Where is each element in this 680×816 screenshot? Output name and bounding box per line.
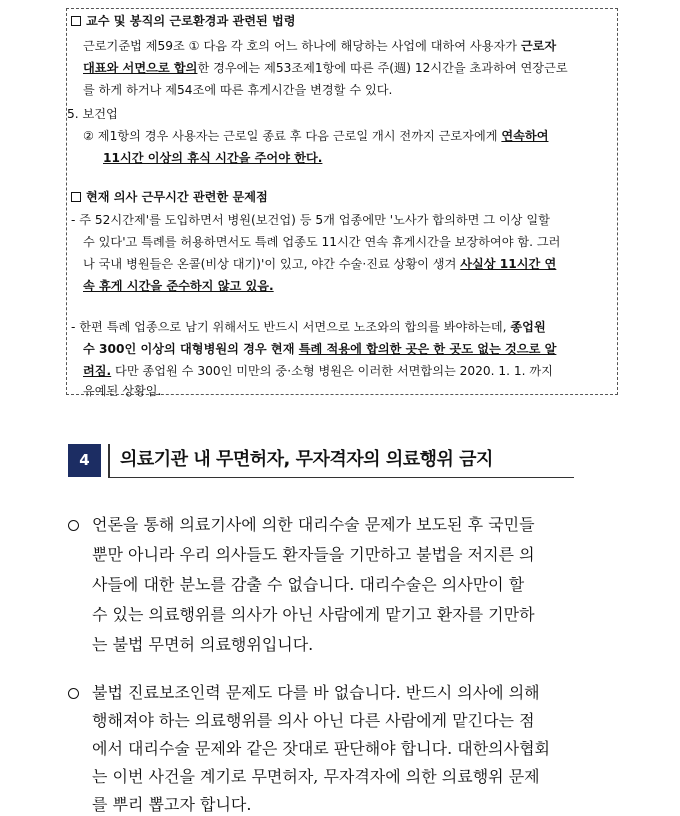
paragraph-1-line-1: 언론을 통해 의료기사에 의한 대리수술 문제가 보도된 후 국민들 [92,515,535,534]
paragraph-2-line-1: 불법 진료보조인력 문제도 다를 바 없습니다. 반드시 의사에 의해 [92,683,540,702]
law-line-2: 대표와 서면으로 합의한 경우에는 제53조제1항에 따른 주(週) 12시간을 초과하여 연장근로 [83,61,568,75]
law-info-box [66,8,618,398]
box-heading-laws: 교수 및 봉직의 근로환경과 관련된 법령 [71,11,296,32]
box-heading-problems: 현재 의사 근무시간 관련한 문제점 [71,187,268,208]
problem-1-line-3: 나 국내 병원들은 온콜(비상 대기)'이 있고, 야간 수술·진료 상황이 생겨 사실상 11시간 연 [83,257,557,271]
problem-2-line-2: 수 300인 이상의 대형병원의 경우 현재 특례 적용에 합의한 곳은 한 곳도 없는 것으로 알 [83,342,557,356]
section-heading [68,444,574,478]
paragraph-2-line-2: 행해져야 하는 의료행위를 의사 아닌 다른 사람에게 맡긴다는 점 [92,711,535,730]
paragraph-1-line-2: 뿐만 아니라 우리 의사들도 환자들을 기만하고 불법을 저지른 의 [92,545,535,564]
paragraph-2 [64,680,624,814]
section-divider [108,444,110,477]
section-underline [108,477,574,478]
checkbox-square-icon [71,192,81,202]
paragraph-1-line-3: 사들에 대한 분노를 감출 수 없습니다. 대리수술은 의사만이 할 [92,575,525,594]
paragraph-1-line-5: 는 불법 무면허 의료행위입니다. [92,635,314,654]
paragraph-2-line-5: 를 뿌리 뽑고자 합니다. [92,795,252,814]
paragraph-2-line-4: 는 이번 사건을 계기로 무면허자, 무자격자에 의한 의료행위 문제 [92,767,540,786]
circle-bullet-icon [68,688,79,699]
problem-2-line-1: - 한편 특례 업종으로 남기 위해서도 반드시 서면으로 노조와의 합의를 봐야하는데, 종업원 [71,320,546,334]
problem-1-line-2: 수 있다'고 특례를 허용하면서도 특례 업종도 11시간 연속 휴게시간을 보장하여야 함. 그러 [83,235,561,249]
section-title: 의료기관 내 무면허자, 무자격자의 의료행위 금지 [120,449,493,470]
paragraph-1 [64,512,624,662]
section-number-badge: 4 [68,444,101,477]
paragraph-2-line-3: 에서 대리수술 문제와 같은 잣대로 판단해야 합니다. 대한의사협회 [92,739,551,758]
law-clause-2-cont: 11시간 이상의 휴식 시간을 주어야 한다. [103,151,323,165]
problem-1-line-4: 속 휴게 시간을 준수하지 않고 있음. [83,279,274,293]
law-line-1: 근로기준법 제59조 ① 다음 각 호의 어느 하나에 해당하는 사업에 대하여 사용자가 근로자 [83,39,557,53]
problem-2-line-4: 유예된 상황임. [83,384,162,398]
checkbox-square-icon [71,16,81,26]
problem-2-line-3: 려짐. 다만 종업원 수 300인 미만의 중·소형 병원은 이러한 서면합의는 2020. 1. 1. 까지 [83,364,553,378]
circle-bullet-icon [68,520,79,531]
law-clause-2: ② 제1항의 경우 사용자는 근로일 종료 후 다음 근로일 개시 전까지 근로자에게 연속하여 [83,129,549,143]
law-line-3: 를 하게 하거나 제54조에 따른 휴게시간을 변경할 수 있다. [83,83,393,97]
problem-1-line-1: - 주 52시간제'를 도입하면서 병원(보건업) 등 5개 업종에만 '노사가 합의하면 그 이상 일할 [71,213,550,227]
law-item-5: 5. 보건업 [67,107,118,121]
paragraph-1-line-4: 수 있는 의료행위를 의사가 아닌 사람에게 맡기고 환자를 기만하 [92,605,535,624]
